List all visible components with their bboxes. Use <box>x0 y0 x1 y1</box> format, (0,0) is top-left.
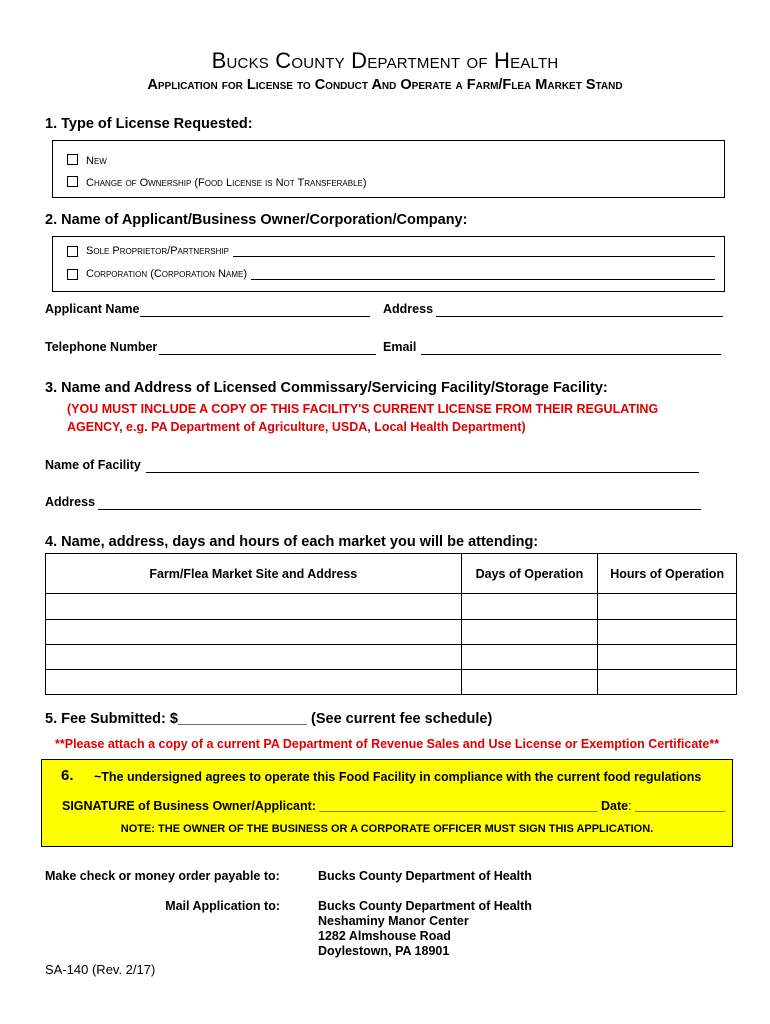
checkbox-corporation[interactable] <box>67 269 78 280</box>
market-table <box>45 553 737 695</box>
hours-cell[interactable] <box>598 670 737 695</box>
sole-proprietor-name-field[interactable] <box>233 245 715 257</box>
facility-name-label: Name of Facility <box>45 458 141 472</box>
section1-heading: 1. Type of License Requested: <box>45 116 253 132</box>
applicant-address-label: Address <box>383 302 434 316</box>
option-corporation[interactable] <box>67 268 715 280</box>
facility-address-label: Address <box>45 495 96 509</box>
option-sole-proprietor-label: Sole Proprietor/Partnership <box>86 245 229 257</box>
days-cell[interactable] <box>461 645 598 670</box>
payable-value: Bucks County Department of Health <box>318 869 532 883</box>
option-new-label: New <box>86 155 107 167</box>
site-address-cell[interactable] <box>46 594 462 620</box>
option-sole-proprietor[interactable] <box>67 245 715 257</box>
signature-label: SIGNATURE of Business Owner/Applicant: ________________________________________ Date <box>62 799 629 813</box>
market-table-header-row <box>46 554 737 594</box>
table-row <box>46 620 737 645</box>
option-new[interactable] <box>67 151 107 169</box>
signature-notice: NOTE: THE OWNER OF THE BUSINESS OR A CORPORATE OFFICER MUST SIGN THIS APPLICATION. <box>120 823 654 835</box>
date-field[interactable]: _____________ <box>631 799 726 813</box>
section5-heading: 5. Fee Submitted: $________________ (See current fee schedule) <box>45 711 493 727</box>
mail-label: Mail Application to: <box>165 899 280 913</box>
date-colon: : <box>628 799 632 813</box>
col-hours-of-operation: Hours of Operation <box>598 554 737 594</box>
section6-statement: ~The undersigned agrees to operate this Food Facility in compliance with the current food regulations <box>94 770 702 784</box>
mail-address-line: Bucks County Department of Health <box>318 899 532 913</box>
facility-name-field[interactable] <box>146 458 699 473</box>
telephone-label: Telephone Number <box>45 340 158 354</box>
section3-note-line2: AGENCY, e.g. PA Department of Agriculture, USDA, Local Health Department) <box>67 420 526 434</box>
col-days-of-operation: Days of Operation <box>461 554 598 594</box>
mail-address-line: Doylestown, PA 18901 <box>318 944 450 958</box>
option-change-of-ownership[interactable] <box>67 173 367 191</box>
option-corporation-label: Corporation (Corporation Name) <box>86 268 247 280</box>
hours-cell[interactable] <box>598 594 737 620</box>
section4-heading: 4. Name, address, days and hours of each market you will be attending: <box>45 534 539 550</box>
checkbox-new[interactable] <box>67 154 78 165</box>
page-subtitle: Application for License to Conduct And Operate a Farm/Flea Market Stand <box>147 77 623 93</box>
days-cell[interactable] <box>461 620 598 645</box>
section5-note: **Please attach a copy of a current PA Department of Revenue Sales and Use License or Exemption Certificate** <box>55 737 720 751</box>
section6-number: 6. <box>61 767 74 784</box>
site-address-cell[interactable] <box>46 620 462 645</box>
col-site-address: Farm/Flea Market Site and Address <box>46 554 462 594</box>
applicant-name-label: Applicant Name <box>45 302 140 316</box>
checkbox-sole-proprietor[interactable] <box>67 246 78 257</box>
section3-heading: 3. Name and Address of Licensed Commissary/Servicing Facility/Storage Facility: <box>45 380 608 396</box>
mail-address-line: Neshaminy Manor Center <box>318 914 469 928</box>
hours-cell[interactable] <box>598 645 737 670</box>
signature-box <box>41 759 733 847</box>
mail-address-line: 1282 Almshouse Road <box>318 929 451 943</box>
days-cell[interactable] <box>461 670 598 695</box>
option-change-of-ownership-label: Change of Ownership (Food License is Not Transferable) <box>86 177 367 189</box>
checkbox-change-of-ownership[interactable] <box>67 176 78 187</box>
facility-address-field[interactable] <box>98 495 701 510</box>
section3-note-line1: (YOU MUST INCLUDE A COPY OF THIS FACILITY'S CURRENT LICENSE FROM THEIR REGULATING <box>67 402 659 416</box>
section2-heading: 2. Name of Applicant/Business Owner/Corporation/Company: <box>45 212 468 228</box>
days-cell[interactable] <box>461 594 598 620</box>
site-address-cell[interactable] <box>46 670 462 695</box>
telephone-field[interactable] <box>159 340 376 355</box>
hours-cell[interactable] <box>598 620 737 645</box>
license-type-box <box>52 140 725 198</box>
table-row <box>46 594 737 620</box>
mail-address <box>318 899 532 959</box>
applicant-address-field[interactable] <box>436 302 723 317</box>
payable-label: Make check or money order payable to: <box>45 869 280 883</box>
corporation-name-field[interactable] <box>251 268 715 280</box>
table-row <box>46 645 737 670</box>
table-row <box>46 670 737 695</box>
site-address-cell[interactable] <box>46 645 462 670</box>
signature-line[interactable] <box>62 799 725 813</box>
email-field[interactable] <box>421 340 721 355</box>
email-label: Email <box>383 340 417 354</box>
applicant-name-field[interactable] <box>140 302 370 317</box>
ownership-type-box <box>52 236 725 292</box>
form-number: SA-140 (Rev. 2/17) <box>45 962 156 977</box>
page-title: Bucks County Department of Health <box>211 48 559 73</box>
